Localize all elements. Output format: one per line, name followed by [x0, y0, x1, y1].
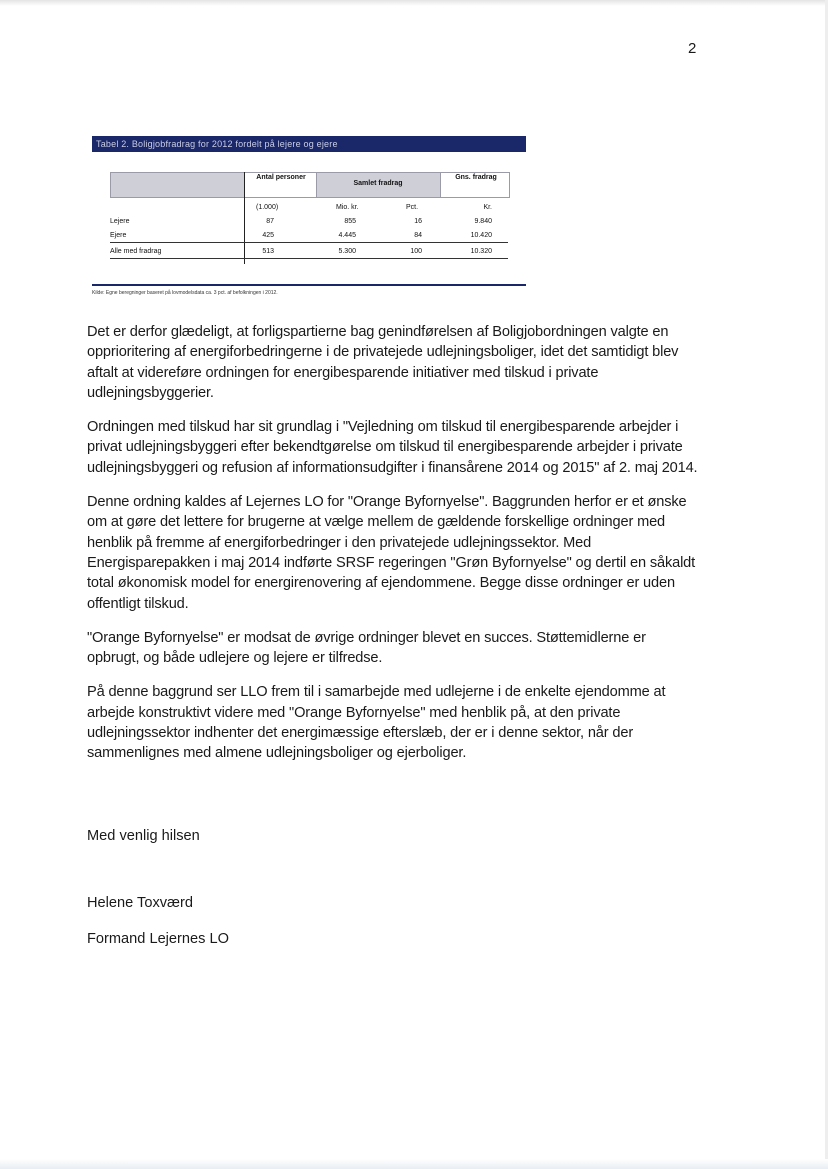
header-antal: Antal personer	[256, 174, 306, 181]
paragraph: Ordningen med tilskud har sit grundlag i "Vejledning om tilskud til energibesparende arbejder i privat udlejningsbyggeri efter bekendtgørelse om tilskud til energibesparende arbejder i private udlejningsbyggeri og refusion af informationsudgifter i finansårene 2014 og 2015" af 2. maj 2014.	[87, 419, 698, 476]
figure-source-note: Kilde: Egne beregninger baseret på lovmodelsdata ca. 3 pct. af befolkningen i 2012.	[92, 290, 278, 296]
cell-pct: 100	[410, 248, 422, 255]
cell-antal: 87	[266, 218, 274, 225]
unit-kr: Kr.	[483, 204, 492, 211]
header-band-label	[110, 172, 246, 198]
cell-kr: 9.840	[474, 218, 492, 225]
scan-top-edge	[0, 0, 828, 6]
cell-mio: 5.300	[338, 248, 356, 255]
cell-kr: 10.320	[470, 248, 492, 255]
cell-mio: 4.445	[338, 232, 356, 239]
cell-pct: 16	[414, 218, 422, 225]
cell-mio: 855	[344, 218, 356, 225]
column-separator	[244, 172, 245, 264]
scan-bottom-edge	[0, 1159, 828, 1169]
statistics-table	[92, 158, 526, 276]
unit-mio: Mio. kr.	[336, 204, 359, 211]
row-divider	[110, 242, 508, 243]
cell-kr: 10.420	[470, 232, 492, 239]
cell-antal: 513	[262, 248, 274, 255]
paragraph: "Orange Byfornyelse" er modsat de øvrige ordninger blevet en succes. Støttemidlerne er opbrugt, og både udlejere og lejere er tilfredse.	[87, 629, 646, 667]
signatory-title: Formand Lejernes LO	[87, 931, 229, 947]
unit-pct: Pct.	[406, 204, 419, 211]
signatory-name: Helene Toxværd	[87, 895, 193, 911]
letter-body	[87, 322, 699, 778]
table-caption: Tabel 2. Boligjobfradrag for 2012 fordelt på lejere og ejere	[92, 136, 526, 152]
cell-pct: 84	[414, 232, 422, 239]
row-label: Lejere	[110, 218, 130, 225]
paragraph: På denne baggrund ser LLO frem til i samarbejde med udlejerne i de enkelte ejendomme at arbejde konstruktivt videre med "Orange Byfornyelse" med henblik på, at den private udlejningssektor indhenter det energimæssige efterslæb, der er i denne sektor, når der sammenlignes med almene udlejningsboliger og ejerboliger.	[87, 684, 666, 762]
page-number: 2	[688, 40, 697, 57]
table-figure	[92, 136, 526, 296]
paragraph: Denne ordning kaldes af Lejernes LO for "Orange Byfornyelse". Baggrunden herfor er et ønske om at gøre det lettere for brugerne at vælge mellem de gældende forskellige ordninger med henblik på fremme af energiforbedringer i den privatejede udlejningssektor. Med Energisparepakken i maj 2014 indførte SRSF regeringen "Grøn Byfornyelse" og dertil en såkaldt total økonomisk model for energirenovering af ejendommene. Begge disse ordninger er uden offentligt tilskud.	[87, 494, 696, 612]
paragraph: Det er derfor glædeligt, at forligspartierne bag genindførelsen af Boligjobordningen valgte en opprioritering af energiforbedringerne i de privatejede udlejningsboliger, idet det samtidigt blev aftalt at videreføre ordningen for energibesparende initiativer med tilskud i private udlejningsbyggerier.	[87, 324, 679, 401]
closing-greeting: Med venlig hilsen	[87, 828, 200, 844]
header-gns: Gns. fradrag	[455, 174, 497, 181]
unit-antal: (1.000)	[256, 204, 279, 211]
row-label: Alle med fradrag	[110, 248, 162, 255]
cell-antal: 425	[262, 232, 274, 239]
figure-rule	[92, 284, 526, 286]
row-label: Ejere	[110, 232, 127, 239]
row-divider	[110, 258, 508, 259]
header-samlet: Samlet fradrag	[353, 180, 403, 187]
